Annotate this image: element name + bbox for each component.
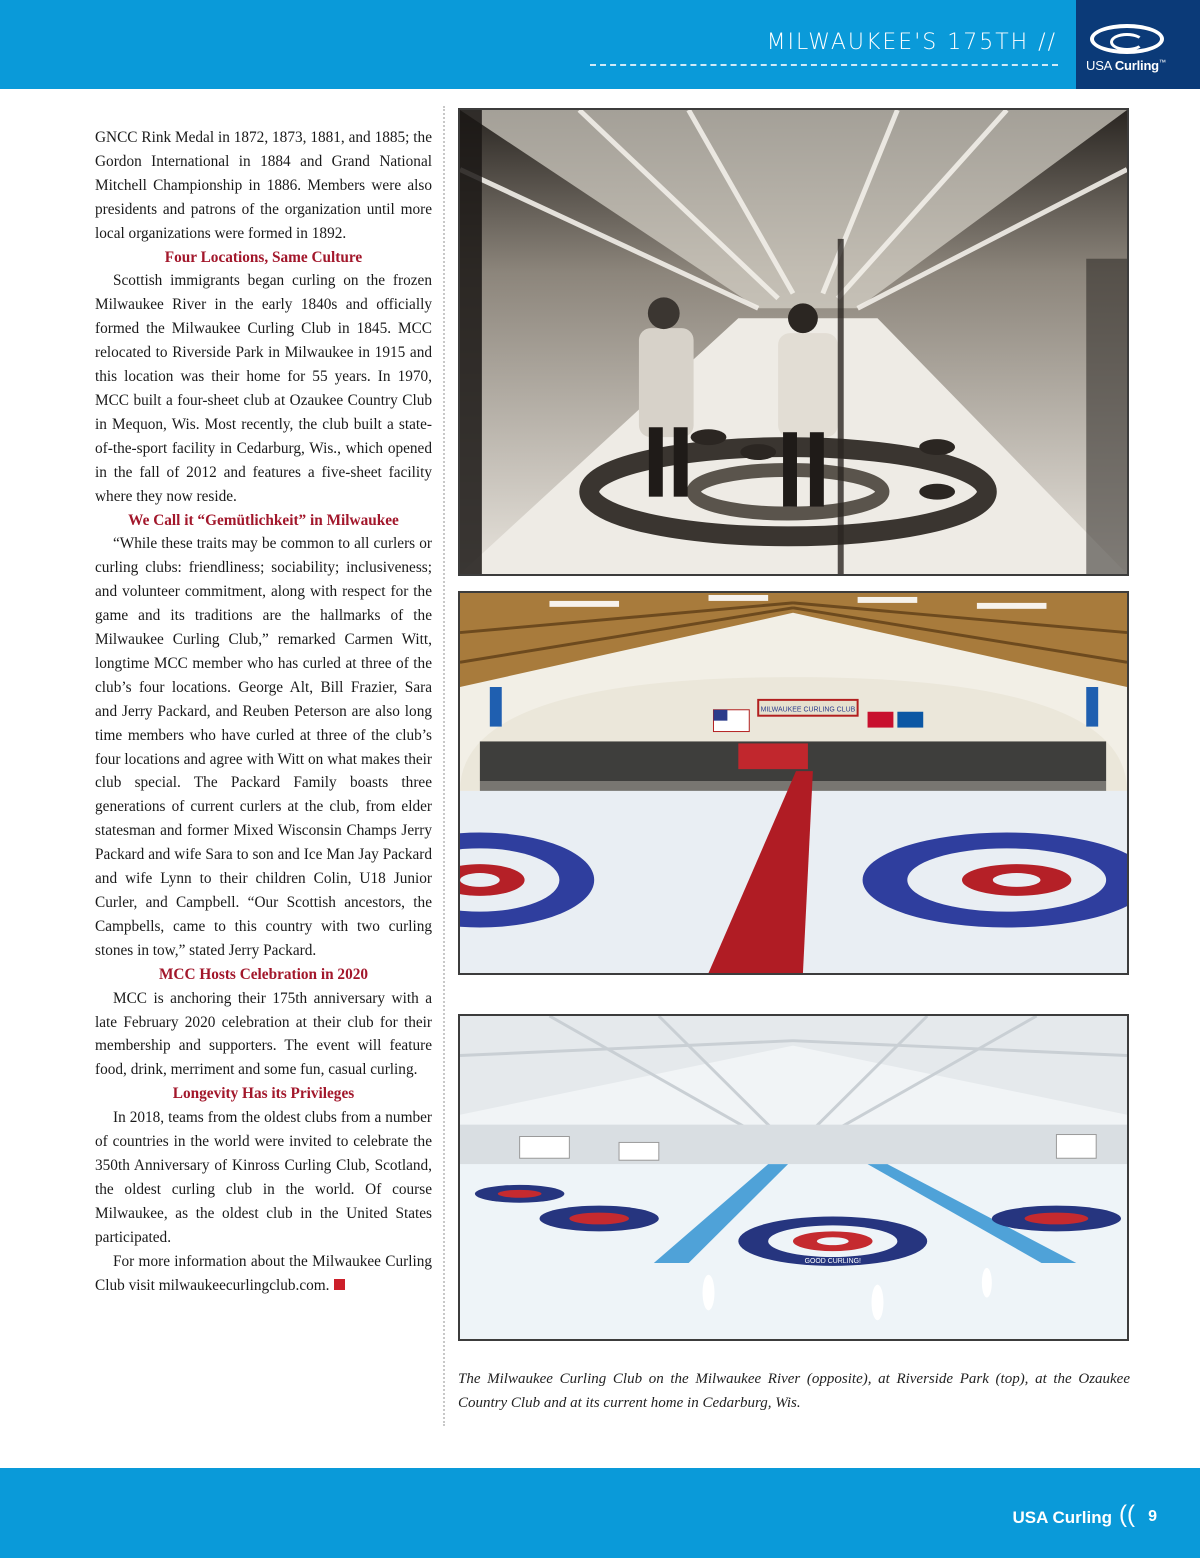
logo-text-bold: Curling <box>1114 58 1159 73</box>
page-header <box>0 0 1200 89</box>
logo-trademark: ™ <box>1158 59 1166 67</box>
logo-text-regular: USA <box>1086 58 1115 73</box>
page-footer <box>0 1468 1200 1558</box>
article-paragraph: GNCC Rink Medal in 1872, 1873, 1881, and 1885; the Gordon International in 1884 and Grand National Mitchell Championship in 1886. Members were also presidents and patrons of the organization until more local organizations were formed in 1892. <box>95 129 432 242</box>
closing-text: For more information about the Milwaukee Curling Club visit milwaukeecurlingclub.com. <box>95 1252 432 1294</box>
sepia-rink-illustration <box>460 110 1127 574</box>
footer-separator: (( <box>1119 1501 1135 1528</box>
subhead-longevity: Longevity Has its Privileges <box>172 1085 355 1103</box>
photo-riverside-park <box>458 591 1129 975</box>
photo-milwaukee-river-club <box>458 108 1129 576</box>
article-paragraph: MCC is anchoring their 175th anniversary with a late February 2020 celebration at their club for their membership and supporters. The event will feature food, drink, merriment and some fun, casual curling. <box>95 989 432 1079</box>
column-divider <box>443 106 445 1426</box>
usa-curling-logo <box>1076 0 1200 89</box>
photo-caption: The Milwaukee Curling Club on the Milwaukee River (opposite), at Riverside Park (top), at the Ozaukee Country Club and at its current home in Cedarburg, Wis. <box>458 1371 1130 1411</box>
page-number: 9 <box>1148 1508 1157 1525</box>
riverside-rink-illustration <box>460 593 1127 973</box>
riverside-banner-text: MILWAUKEE CURLING CLUB <box>760 706 856 714</box>
footer-brand: USA Curling <box>1012 1508 1112 1527</box>
subhead-gemutlichkeit: We Call it “Gemütlichkeit” in Milwaukee <box>128 511 399 529</box>
article-body <box>95 126 432 1297</box>
article-paragraph: In 2018, teams from the oldest clubs from a number of countries in the world were invited to celebrate the 350th Anniversary of Kinross Curling Club, Scotland, the oldest curling club in the world. Of course Milwaukee, as the oldest club in the United States participated. <box>95 1109 432 1246</box>
photo-cedarburg-facility <box>458 1014 1129 1341</box>
curling-stone-logo-icon <box>1090 24 1164 54</box>
cedarburg-house-text: GOOD CURLING! <box>804 1257 861 1265</box>
article-paragraph: “While these traits may be common to all curlers or curling clubs: friendliness; sociability; inclusiveness; and volunteer commitment, along with respect for the game and its traditions are the hallmarks of the Milwaukee Curling Club,” remarked Carmen Witt, longtime MCC member who has curled at three of the club’s four locations. George Alt, Bill Frazier, Sara and Jerry Packard, and Reuben Peterson are also long time members who have curled at three of the club’s four locations and agree with Witt on what makes their club special. The Packard Family boasts three generations of current curlers at the club, from elder statesman and former Mixed Wisconsin Champs Jerry Packard and wife Sara to son and Ice Man Jay Packard and wife Lynn to their children Colin, U18 Junior Curler, and Campbell. “Our Scottish ancestors, the Campbells, came to this country with two curling stones in tow,” stated Jerry Packard. <box>95 535 432 959</box>
header-dashed-rule <box>590 64 1058 66</box>
section-title: MILWAUKEE'S 175TH // <box>766 30 1057 55</box>
subhead-four-locations: Four Locations, Same Culture <box>164 248 363 266</box>
article-paragraph: Scottish immigrants began curling on the frozen Milwaukee River in the early 1840s and officially formed the Milwaukee Curling Club in 1845. MCC relocated to Riverside Park in Milwaukee in 1915 and this location was their home for 55 years. In 1970, MCC built a four-sheet club at Ozaukee Country Club in Mequon, Wis. Most recently, the club built a state-of-the-sport facility in Cedarburg, Wis., which opened in the fall of 2012 and features a five-sheet facility where they now reside. <box>95 272 432 505</box>
cedarburg-rink-illustration <box>460 1016 1127 1339</box>
subhead-celebration: MCC Hosts Celebration in 2020 <box>158 965 369 983</box>
article-paragraph-final <box>95 1250 432 1298</box>
logo-wordmark <box>1086 58 1166 73</box>
end-mark-icon <box>334 1279 345 1290</box>
